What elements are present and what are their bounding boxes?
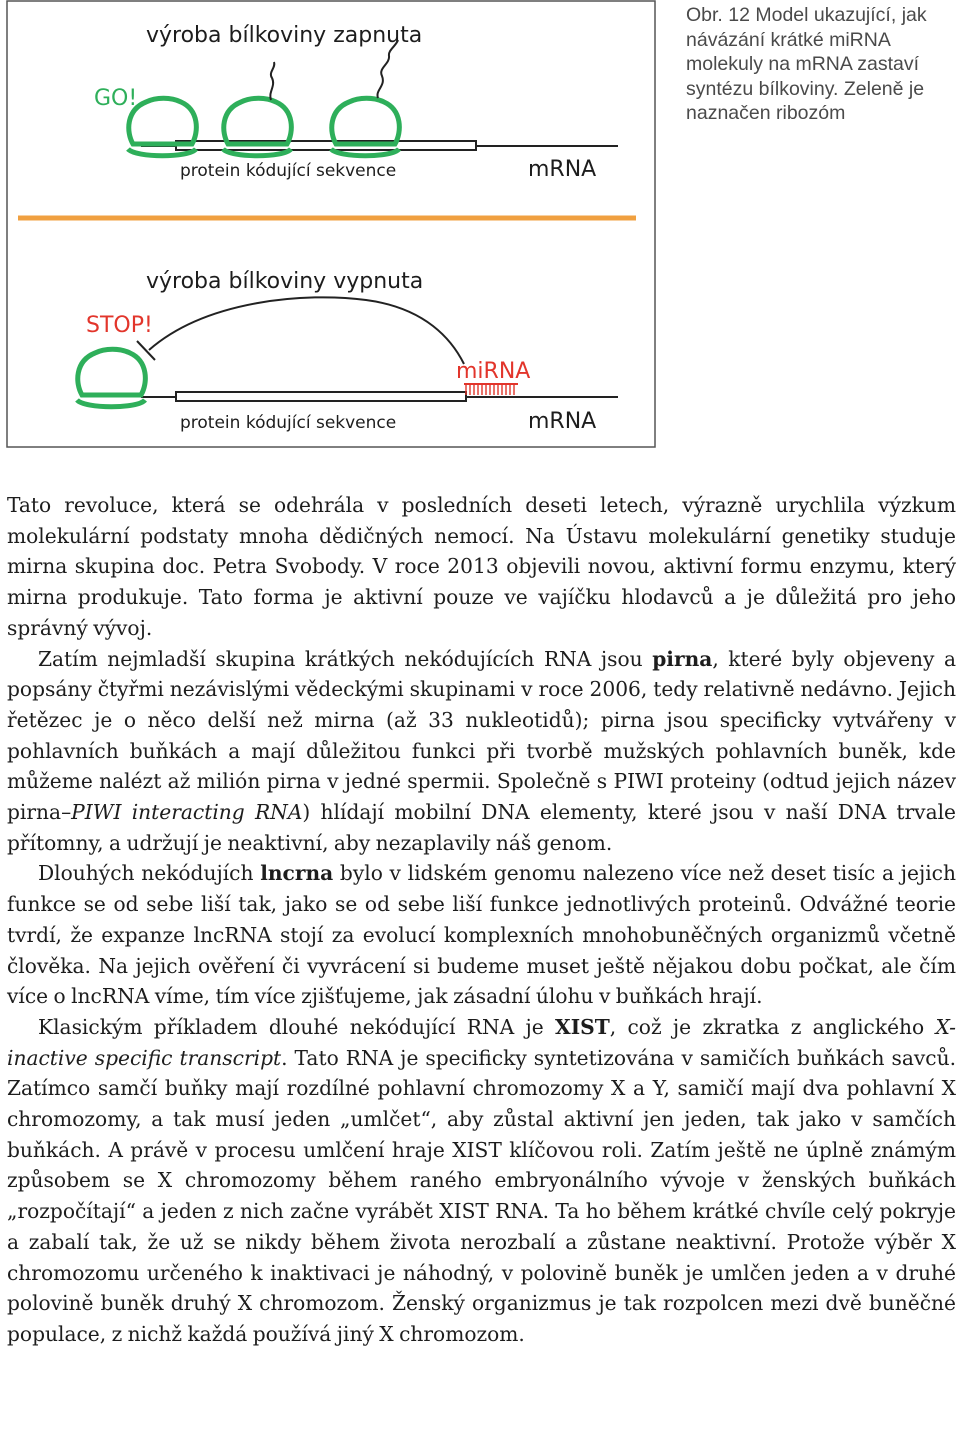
article-body	[7, 490, 956, 1350]
figure-mirna-model	[6, 0, 656, 448]
coding-label-off: protein kódující sekvence	[180, 413, 397, 433]
mirna-binding-strand	[464, 384, 518, 395]
protein-chain-2	[377, 40, 398, 98]
stop-signal: STOP!	[86, 313, 153, 338]
mirna-label: miRNA	[456, 359, 531, 384]
mrna-label-on: mRNA	[528, 157, 597, 182]
coding-sequence-box-off	[176, 392, 466, 401]
figure-frame	[7, 1, 655, 447]
paragraph-3: Dlouhých nekódujích lncrna bylo v lidském genomu nalezeno více než deset tisíc a jejich funkce se od sebe liší tak, jako se od sebe liší funkce jednotlivých proteinů. Odvážné teorie tvrdí, že expanze lncRNA stojí za evolucí komplexních mnohobuněčných organizmů včetně člověka. Na jejich ověření či vyvrácení si budeme muset ještě nějakou dobu počkat, ale čím více o lncRNA víme, tím více zjišťujeme, jak zásadní úlohu v buňkách hrají.	[7, 861, 956, 1009]
paragraph-4: Klasickým příkladem dlouhé nekódující RNA je XIST, což je zkratka z anglického X-inactive specific transcript. Tato RNA je specificky syntetizována v samičích buňkách savců. Zatímco samčí buňky mají rozdílné pohlavní chromozomy X a Y, samičí mají dva pohlavní X chromozomy, a tak musí jeden „umlčet“, aby zůstal aktivní jen jeden, tak jako v samčích buňkách. A právě v procesu umlčení hraje XIST klíčovou roli. Zatím ještě ne úplně známým způsobem se X chromozomy během raného embryonálního vývoje v ženských buňkách „rozpočítají“ a jeden z nich začne vyrábět XIST RNA. Ta ho během krátké chvíle celý pokryje a zabalí tak, že už se nikdy během života nerozbalí a zůstane neaktivní. Protože výběr X chromozomu určeného k inaktivaci je náhodný, v polovině buněk je umlčen jeden a v druhé polovině buněk druhý X chromozom. Ženský organizmus je tak rozpolcen mezi dvě buněčné populace, z nichž každá používá jiný X chromozom.	[7, 1014, 956, 1346]
panel-off-title: výroba bílkoviny vypnuta	[146, 269, 424, 294]
coding-label-on: protein kódující sekvence	[180, 161, 397, 181]
ribosome-stalled	[77, 349, 145, 407]
figure-diagram	[6, 0, 656, 448]
figure-caption: Obr. 12 Model ukazující, jak návázání krátké miRNA molekuly na mRNA zastaví syntézu bílkoviny. Zeleně je naznačen ribozóm	[686, 4, 927, 125]
protein-chain-1	[270, 62, 274, 100]
inhibition-arc	[149, 297, 464, 364]
go-signal: GO!	[94, 86, 138, 111]
coding-sequence-box-on	[176, 141, 476, 150]
mrna-label-off: mRNA	[528, 409, 597, 434]
panel-on-title: výroba bílkoviny zapnuta	[146, 23, 423, 48]
paragraph-2: Zatím nejmladší skupina krátkých nekódujících RNA jsou pirna, které byly objeveny a popsány čtyřmi nezávislými vědeckými skupinami v roce 2006, tedy relativně nedávno. Jejich řetězec je o něco delší než mirna (až 33 nukleotidů); pirna jsou specificky vytvářeny v pohlavních buňkách a mají důležitou funkci při tvorbě mužských pohlavních buněk, kde můžeme nalézt až milión pirna v jedné spermii. Společně s PIWI proteiny (odtud jejich název pirna–PIWI interacting RNA) hlídají mobilní DNA elementy, které jsou v naší DNA trvale přítomny, a udržují je neaktivní, aby nezaplavily náš genom.	[7, 646, 957, 855]
paragraph-1: Tato revoluce, která se odehrála v posledních deseti letech, výrazně urychlila výzkum molekulární podstaty mnoha dědičných nemocí. Na Ústavu molekulární genetiky studuje mirna skupina doc. Petra Svobody. V roce 2013 objevili novou, aktivní formu enzymu, který mirna produkuje. Tato forma je aktivní pouze ve vajíčku hlodavců a je důležitá pro jeho správný vývoj.	[7, 493, 956, 640]
